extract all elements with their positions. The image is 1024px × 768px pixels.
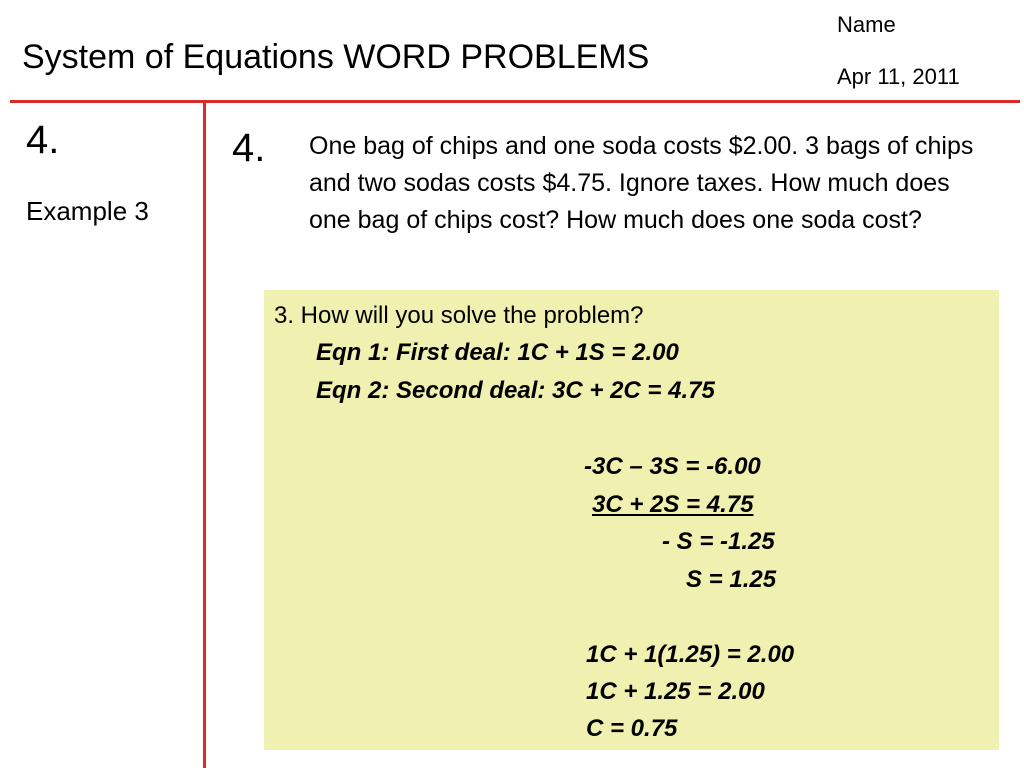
sidebar-divider (203, 100, 206, 768)
date-label: Apr 11, 2011 (837, 64, 960, 89)
solution-step-6: 1C + 1.25 = 2.00 (586, 678, 765, 705)
solution-step-1: -3C – 3S = -6.00 (584, 453, 761, 480)
solution-step-5: 1C + 1(1.25) = 2.00 (586, 641, 795, 668)
solution-step-4: S = 1.25 (686, 566, 777, 593)
solution-step-7: C = 0.75 (586, 715, 678, 742)
sidebar-example-label: Example 3 (26, 196, 149, 226)
solution-question: 3. How will you solve the problem? (274, 302, 644, 329)
problem-number: 4. (232, 126, 266, 170)
name-label: Name (837, 12, 896, 37)
solution-box (264, 290, 999, 750)
problem-statement: One bag of chips and one soda costs $2.00. 3 bags of chips and two sodas costs $4.75. Ignore taxes. How much does one bag of chips cost? How much does one soda cost? (309, 132, 974, 234)
equation-2: Eqn 2: Second deal: 3C + 2C = 4.75 (316, 377, 715, 404)
solution-step-3: - S = -1.25 (662, 528, 775, 555)
header-divider (10, 100, 1020, 103)
page-title: System of Equations WORD PROBLEMS (22, 38, 650, 76)
sidebar-problem-number: 4. (26, 118, 60, 162)
equation-1: Eqn 1: First deal: 1C + 1S = 2.00 (316, 339, 679, 366)
solution-step-2: 3C + 2S = 4.75 (592, 491, 754, 518)
